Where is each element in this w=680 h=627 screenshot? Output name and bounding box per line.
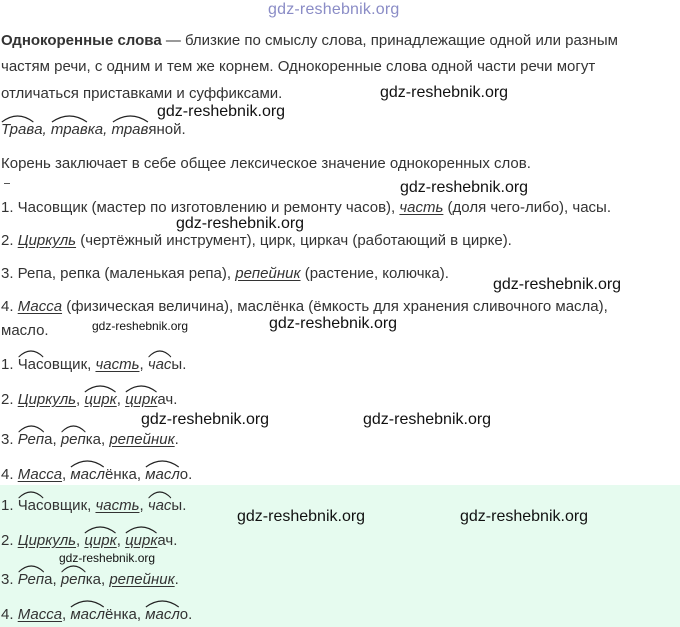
analysis-line-3: 3. Репа, репка, репейник. <box>1 431 179 449</box>
list-item: 3. Репа, репка (маленькая репа), репейник (растение, колючка). <box>1 265 449 282</box>
site-watermark-top: gdz-reshebnik.org <box>268 1 400 18</box>
analysis-line-1: 1. Часовщик, часть, часы. <box>1 356 186 374</box>
watermark: gdz-reshebnik.org <box>363 411 492 428</box>
analysis-line-4: 4. Масса, маслёнка, масло. <box>1 466 192 484</box>
watermark: gdz-reshebnik.org <box>157 103 286 120</box>
analysis-line-2: 2. Циркуль, цирк, циркач. <box>1 391 177 409</box>
term: Однокоренные слова <box>1 32 162 49</box>
dash-mark <box>4 183 10 184</box>
analysis-line-4: 4. Масса, маслёнка, масло. <box>1 606 192 624</box>
analysis-line-1: 1. Часовщик, часть, часы. <box>1 497 186 515</box>
list-item: 1. Часовщик (мастер по изготовлению и ремонту часов), часть (доля чего-либо), часы. <box>1 199 611 216</box>
watermark: gdz-reshebnik.org <box>380 84 509 101</box>
root-mark: Трав <box>1 121 34 139</box>
intro-line-2: частям речи, с одним и тем же корнем. Однокоренные слова одной части речи могут <box>1 58 596 75</box>
watermark: gdz-reshebnik.org <box>59 551 156 565</box>
example-words: Трава, травка, травяной. <box>1 121 186 139</box>
list-item: масло. <box>1 322 49 339</box>
watermark: gdz-reshebnik.org <box>460 508 589 525</box>
analysis-line-3: 3. Репа, репка, репейник. <box>1 571 179 589</box>
watermark: gdz-reshebnik.org <box>237 508 366 525</box>
intro-line-3: отличаться приставками и суффиксами. <box>1 85 283 102</box>
analysis-line-2: 2. Циркуль, цирк, циркач. <box>1 532 177 550</box>
list-item: 4. Масса (физическая величина), маслёнка (ёмкость для хранения сливочного масла), <box>1 298 608 315</box>
watermark: gdz-reshebnik.org <box>400 179 529 196</box>
watermark: gdz-reshebnik.org <box>269 315 398 332</box>
list-item: 2. Циркуль (чертёжный инструмент), цирк, циркач (работающий в цирке). <box>1 232 512 249</box>
intro-line-1: Однокоренные слова — близкие по смыслу слова, принадлежащие одной или разным <box>1 32 618 49</box>
definition: Корень заключает в себе общее лексическое значение однокоренных слов. <box>1 155 531 172</box>
root-mark: трав <box>112 121 149 139</box>
watermark: gdz-reshebnik.org <box>141 411 270 428</box>
watermark: gdz-reshebnik.org <box>176 215 305 232</box>
watermark: gdz-reshebnik.org <box>493 276 622 293</box>
root-mark: трав <box>51 121 88 139</box>
watermark: gdz-reshebnik.org <box>92 319 189 333</box>
